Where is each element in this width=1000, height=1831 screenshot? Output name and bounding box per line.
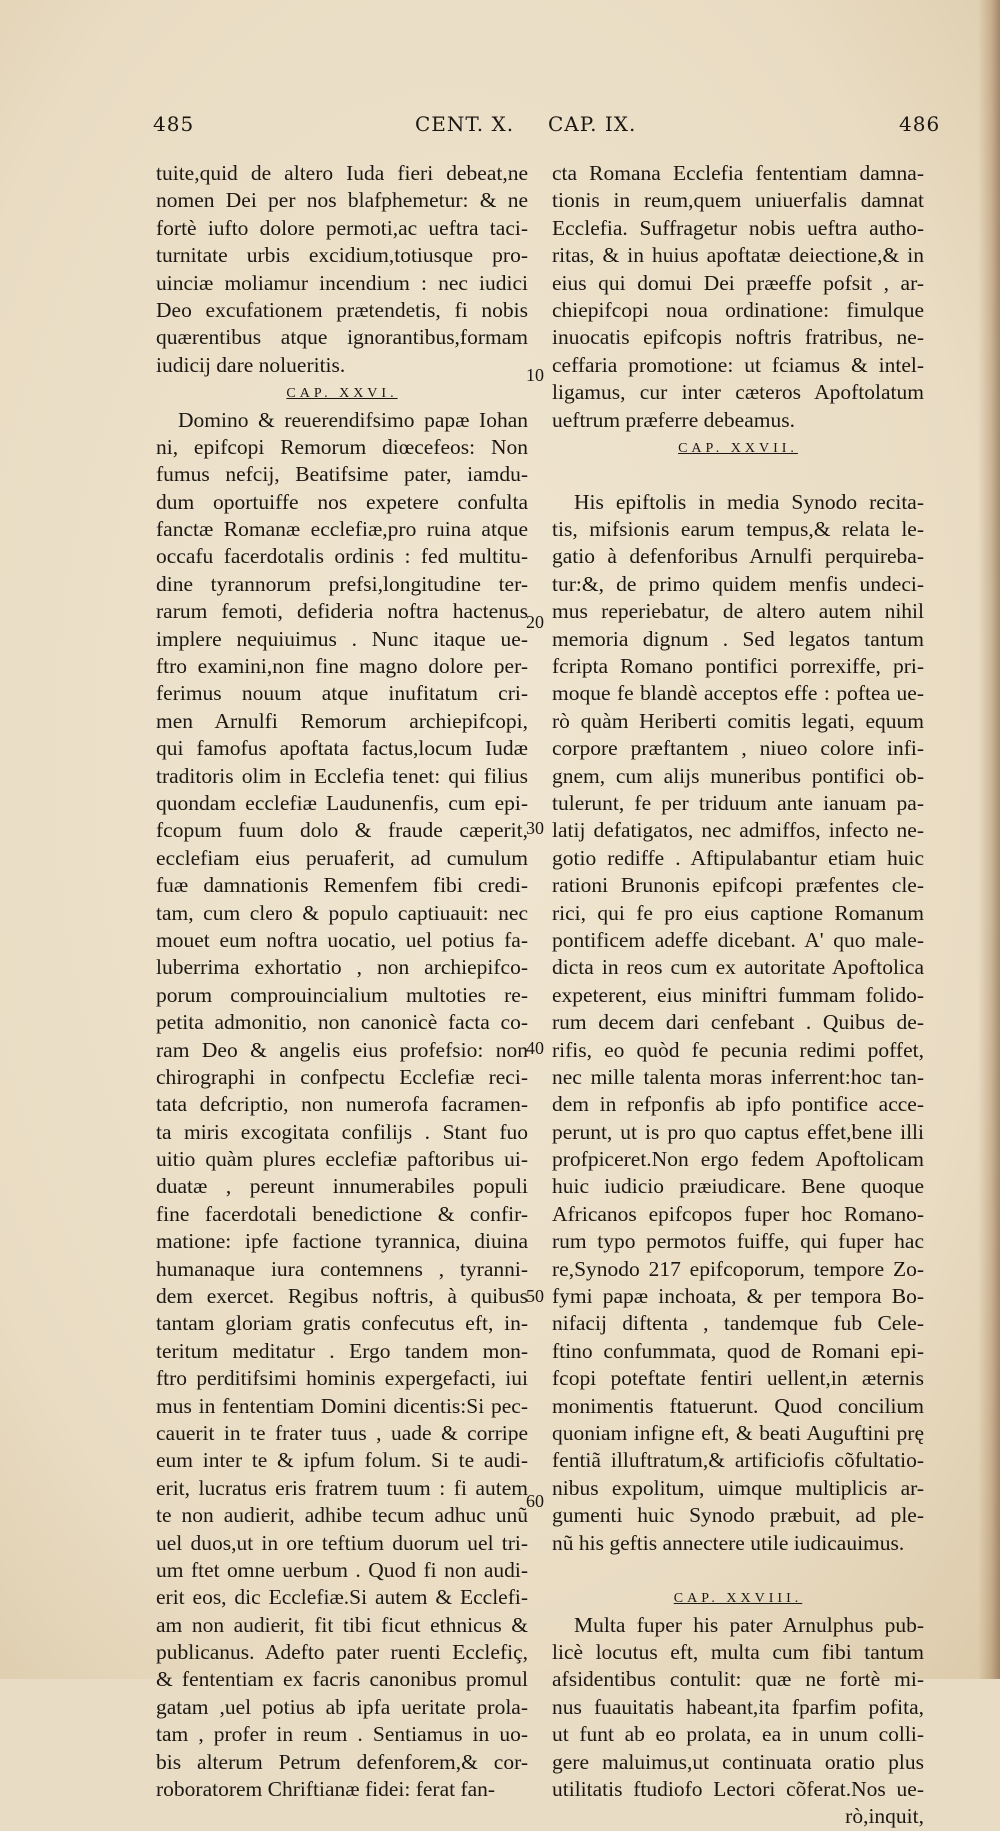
text-line: re,Synodo 217 epifcoporum, tempore Zo- bbox=[552, 1256, 924, 1281]
text-line: qui famofus apoftata factus,locum Iudæ bbox=[156, 736, 528, 761]
text-line: rici, qui fe pro eius captione Romanum bbox=[552, 900, 924, 925]
text-line: dem exercet. Regibus noftris, à quibus bbox=[156, 1284, 528, 1309]
text-line: tulerunt, fe per triduum ante ianuam pa- bbox=[552, 790, 924, 815]
text-line: occafu facerdotalis ordinis : fed multitu- bbox=[156, 544, 528, 569]
text-line: fuæ damnationis Remenfem fibi credi- bbox=[156, 873, 528, 898]
text-line: latij defatigatos, nec admiffos, infecto ne- bbox=[552, 818, 924, 843]
text-line: mus reperiebatur, de altero autem nihil bbox=[552, 599, 924, 624]
text-line: matione: ipfe factione tyrannica, diuina bbox=[156, 1229, 528, 1254]
text-line: quondam ecclefiæ Laudunenfis, cum epi- bbox=[156, 790, 528, 815]
chapter-heading: CAP. XXVIII. bbox=[673, 1591, 803, 1607]
text-line: ni, epifcopi Remorum diœcefeos: Non bbox=[156, 434, 528, 459]
text-line: ram Deo & angelis eius profefsio: non bbox=[156, 1037, 528, 1062]
blank-line bbox=[552, 461, 924, 488]
text-line: fentiã illuftratum,& artificiofis cõfultatio- bbox=[552, 1448, 924, 1473]
text-line: eius qui domui Dei præeffe pofsit , ar- bbox=[552, 270, 924, 295]
text-line: nifacij diftenta , tandemque fub Cele- bbox=[552, 1311, 924, 1336]
text-line: fymi papæ inchoata, & per tempora Bo- bbox=[552, 1284, 924, 1309]
text-line: corpore præftantem , niueo colore infi- bbox=[552, 736, 924, 761]
text-line: nũ his geftis annectere utile iudicauimus. bbox=[552, 1530, 905, 1555]
text-line: ceffaria promotione: ut fciamus & intel- bbox=[552, 352, 924, 377]
text-line: memoria dignum . Sed legatos tantum bbox=[552, 626, 924, 651]
text-line: Deo excufationem prætendetis, fi nobis bbox=[156, 297, 528, 322]
text-line: luberrima exhortatio , non archiepifco- bbox=[156, 955, 528, 980]
line-number-10: 10 bbox=[526, 365, 544, 385]
text-line: uinciæ moliamur incendium : nec iudici bbox=[156, 270, 528, 295]
text-line: Domino & reuerendifsimo papæ Iohan bbox=[178, 407, 528, 432]
text-line: nec mille talenta moras inferrent:hoc tan- bbox=[552, 1064, 924, 1089]
text-line: erit eos, dic Ecclefiæ.Si autem & Ecclefi- bbox=[156, 1585, 528, 1610]
left-column bbox=[156, 160, 528, 1803]
text-line: pontificem adeffe dicebant. A' quo male- bbox=[552, 927, 924, 952]
text-line: Ecclefia. Suffragetur nobis ueftra autho- bbox=[552, 215, 924, 240]
text-line: ut funt ab eo prolata, ea in unum colli- bbox=[552, 1722, 924, 1747]
text-line: nus fuauitatis habeant,ita fparfim pofita, bbox=[552, 1694, 924, 1719]
text-line: profpiceret.Non ergo fedem Apoftolicam bbox=[552, 1147, 924, 1172]
text-line: petita admonitio, non canonicè facta co- bbox=[156, 1010, 528, 1035]
text-line: fumus nefcij, Beatifsime pater, iamdu- bbox=[156, 462, 528, 487]
text-line: tuite,quid de altero Iuda fieri debeat,ne bbox=[156, 161, 528, 185]
text-line: gere maluimus,ut continuata oratio plus bbox=[552, 1749, 924, 1774]
text-line: monimentis ftatuerunt. Quod concilium bbox=[552, 1393, 924, 1418]
text-line: gatio à defenforibus Arnulfi perquireba- bbox=[552, 544, 924, 569]
text-line: ueftrum præferre debeamus. bbox=[552, 407, 795, 432]
page-number-left: 485 bbox=[153, 112, 195, 136]
text-line: fine facerdotali benedictione & confir- bbox=[156, 1201, 528, 1226]
text-line: huic iudicio præiudicare. Bene quoque bbox=[552, 1174, 924, 1199]
text-line: turnitate urbis excidium,totiusque pro- bbox=[156, 243, 528, 268]
text-line: ligamus, cur inter cæteros Apoftolatum bbox=[552, 380, 924, 405]
text-line: ftro perditifsimi hominis expergefacti, iui bbox=[156, 1366, 528, 1391]
blank-line bbox=[552, 1557, 924, 1584]
line-number-20: 20 bbox=[526, 612, 544, 632]
line-number-30: 30 bbox=[526, 818, 544, 838]
text-line: chirographi in confpectu Ecclefiæ reci- bbox=[156, 1064, 528, 1089]
text-line: fcripta Romano pontifici porrexiffe, pri- bbox=[552, 654, 924, 679]
text-line: uitio quàm plures ecclefiæ paftoribus ui- bbox=[156, 1147, 528, 1172]
text-line: rarum femoti, defideria noftra hactenus bbox=[156, 599, 528, 624]
text-line: quærentibus atque ignorantibus,formam bbox=[156, 325, 528, 350]
text-line: tis, mifsionis earum tempus,& relata le- bbox=[552, 517, 924, 542]
line-number-60: 60 bbox=[526, 1491, 544, 1511]
text-line: bis alterum Petrum defenforem,& cor- bbox=[156, 1749, 528, 1774]
text-line: tam , profer in reum . Sentiamus in uo- bbox=[156, 1722, 528, 1747]
text-line: fcopum fuum dolo & fraude cæperit, bbox=[156, 818, 528, 843]
text-line: His epiftolis in media Synodo recita- bbox=[574, 489, 924, 514]
text-line: erit, lucratus eris fratrem tuum : fi autem bbox=[156, 1475, 528, 1500]
page-number-right: 486 bbox=[899, 112, 941, 136]
text-line: rò,inquit, bbox=[845, 1804, 924, 1829]
text-line: Multa fuper his pater Arnulphus pub- bbox=[574, 1612, 924, 1637]
text-line: mouet eum noftra uocatio, uel potius fa- bbox=[156, 927, 528, 952]
text-line: fortè iufto dolore permoti,ac ueftra taci- bbox=[156, 215, 528, 240]
text-line: gumenti huic Synodo præbuit, ad ple- bbox=[552, 1503, 924, 1528]
text-line: ritas, & in huius apoftatæ deiectione,& in bbox=[552, 243, 924, 268]
page-edge-shadow bbox=[978, 0, 1000, 1679]
text-line: gatam ,uel potius ab ipfa ueritate prola- bbox=[156, 1694, 528, 1719]
text-line: moque fe blandè acceptos effe : poftea ue- bbox=[552, 681, 924, 706]
text-line: am non audierit, fit tibi ficut ethnicus & bbox=[156, 1612, 528, 1637]
line-number-40: 40 bbox=[526, 1038, 544, 1058]
text-line: fcopi poteftate fentiri uellent,in æternis bbox=[552, 1366, 924, 1391]
text-line: porum comprouincialium multoties re- bbox=[156, 982, 528, 1007]
text-line: tantam gloriam gratis confecutus eft, in- bbox=[156, 1311, 528, 1336]
text-line: inuocatis epifcopis noftris fratribus, ne- bbox=[552, 325, 924, 350]
text-line: uel duos,ut in ore teftium duorum uel tri- bbox=[156, 1530, 528, 1555]
text-line: rationi Brunonis epifcopi præfentes cle- bbox=[552, 873, 924, 898]
text-line: tur:&, de primo quidem menfis undeci- bbox=[552, 571, 924, 596]
text-line: afsidentibus contulit: quæ ne fortè mi- bbox=[552, 1667, 924, 1692]
text-line: tionis in reum,quem uniuerfalis damnat bbox=[552, 188, 924, 213]
line-number-50: 50 bbox=[526, 1286, 544, 1306]
text-line: traditoris olim in Ecclefia tenet: qui filius bbox=[156, 763, 528, 788]
text-line: cta Romana Ecclefia fententiam damna- bbox=[552, 161, 924, 185]
text-line: publicanus. Adefto pater ruenti Ecclefiç, bbox=[156, 1640, 528, 1665]
chapter-heading: CAP. XXVII. bbox=[678, 440, 798, 456]
text-line: dicta in reos cum ex autoritate Apoftolica bbox=[552, 955, 924, 980]
text-line: ftino confummata, quod de Romani epi- bbox=[552, 1338, 924, 1363]
text-line: fanctæ Romanæ ecclefiæ,pro ruina atque bbox=[156, 517, 528, 542]
text-line: dem in refponfis ab ipfo pontifice acce- bbox=[552, 1092, 924, 1117]
text-line: dum oportuiffe nos expetere confulta bbox=[156, 489, 528, 514]
text-line: nomen Dei per nos blafphemetur: & ne bbox=[156, 188, 528, 213]
text-line: duatæ , pereunt innumerabiles populi bbox=[156, 1174, 528, 1199]
text-line: eum inter te & ipfum folum. Si te audi- bbox=[156, 1448, 528, 1473]
text-line: cauerit in te frater tuus , uade & corripe bbox=[156, 1420, 528, 1445]
text-line: iudicij dare nolueritis. bbox=[156, 352, 346, 377]
text-line: mus in fententiam Domini dicentis:Si pec- bbox=[156, 1393, 528, 1418]
text-line: utilitatis ftudiofo Lectori cõferat.Nos ue- bbox=[552, 1777, 924, 1802]
text-line: gnem, cum alijs muneribus pontifici ob- bbox=[552, 763, 924, 788]
text-line: ferimus nouum atque inufitatum cri- bbox=[156, 681, 528, 706]
text-line: ftro examini,non fine magno dolore per- bbox=[156, 654, 528, 679]
right-column bbox=[552, 160, 924, 1831]
text-line: ta miris excogitata confilijs . Stant fuo bbox=[156, 1119, 528, 1144]
text-line: rò quàm Heriberti comitis legati, equum bbox=[552, 708, 924, 733]
text-line: ecclefiam eius peruaferit, ad cumulum bbox=[156, 845, 528, 870]
text-line: perunt, ut is pro quo captus effet,bene illi bbox=[552, 1119, 924, 1144]
text-line: chiepifcopi noua ordinatione: fimulque bbox=[552, 297, 924, 322]
text-line: um ftet omne uerbum . Quod fi non audi- bbox=[156, 1557, 528, 1582]
text-line: implere nequiuimus . Nunc itaque ue- bbox=[156, 626, 528, 651]
running-header bbox=[153, 112, 941, 162]
text-line: rum decem dari cenfebant . Quibus de- bbox=[552, 1010, 924, 1035]
text-line: & fententiam ex facris canonibus promul bbox=[156, 1667, 528, 1692]
text-line: teritum meditatur . Ergo tandem mon- bbox=[156, 1338, 528, 1363]
text-line: licè locutus eft, multa cum fibi tantum bbox=[552, 1640, 924, 1665]
running-title-left: CENT. X. bbox=[415, 112, 515, 136]
text-line: expeterent, eius miniftri fummam folido- bbox=[552, 982, 924, 1007]
running-title-right: CAP. IX. bbox=[548, 112, 637, 136]
chapter-heading: CAP. XXVI. bbox=[286, 386, 398, 402]
text-line: men Arnulfi Remorum archiepifcopi, bbox=[156, 708, 528, 733]
text-line: tata defcriptio, non numerofa facramen- bbox=[156, 1092, 528, 1117]
text-line: dine tyrannorum prefsi,longitudine ter- bbox=[156, 571, 528, 596]
text-line: nibus expolitum, uimque multiplicis ar- bbox=[552, 1475, 924, 1500]
text-line: humanaque iura contemnens , tyranni- bbox=[156, 1256, 528, 1281]
text-line: quoniam infigne eft, & beati Auguftini prę bbox=[552, 1420, 924, 1445]
text-line: tam, cum clero & populo captiuauit: nec bbox=[156, 900, 528, 925]
text-line: roboratorem Chriftianæ fidei: ferat fan- bbox=[156, 1777, 496, 1802]
text-line: te non audierit, adhibe tecum adhuc unũ bbox=[156, 1503, 528, 1528]
text-line: rifis, eo quòd fe pecunia redimi poffet, bbox=[552, 1037, 924, 1062]
text-line: gotio rediffe . Aftipulabantur etiam huic bbox=[552, 845, 924, 870]
text-line: rum typo permotos fuiffe, qui fuper hac bbox=[552, 1229, 924, 1254]
text-line: Africanos epifcopos fuper hoc Romano- bbox=[552, 1201, 924, 1226]
